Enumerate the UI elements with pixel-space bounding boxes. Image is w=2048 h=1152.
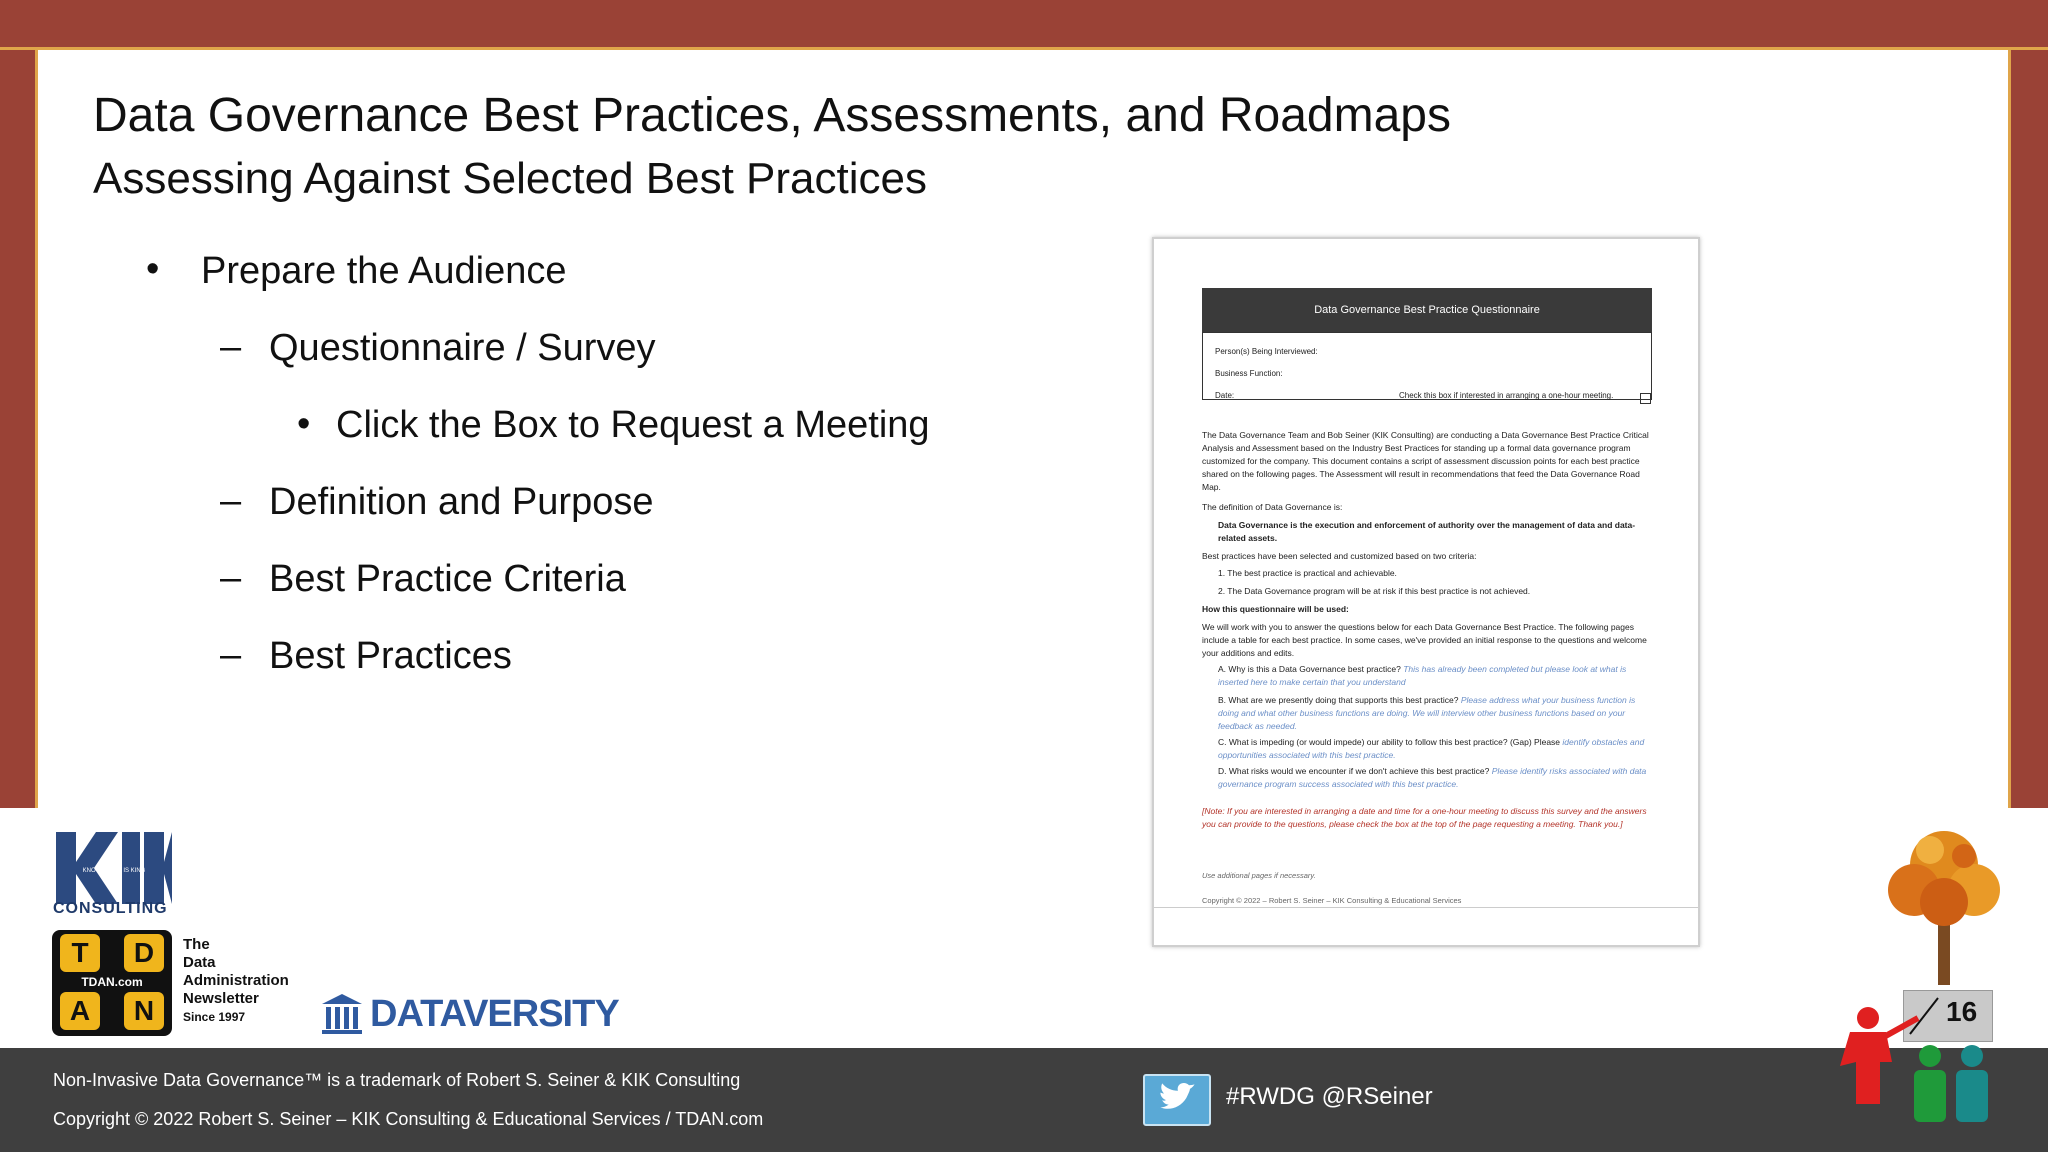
kik-tagline: KNOWLEDGE IS KING [82,868,146,874]
bullet-marker: • [297,403,311,445]
questionnaire-document-image [1152,237,1700,947]
hashtag-handle: #RWDG @RSeiner [1226,1083,1433,1110]
question-text: D. What risks would we encounter if we don't achieve this best practice? [1218,766,1490,776]
definition-text: Data Governance is the execution and enforcement of authority over the management of data and data-related assets. [1218,520,1636,543]
document-note: [Note: If you are interested in arranging a date and time for a one-hour meeting to discuss this survey and the answers you can provide to the questions, please check the box at the top of the page requesting a meeting. Thank you.] [1202,806,1647,829]
tdan-word: Data [183,954,216,971]
tdan-letter: N [124,992,164,1030]
question-hint: Please address what your business function is doing and what other business functions are doing. We will interview other business functions based on your feedback as needed. [1218,695,1636,731]
tdan-logo [52,930,172,1036]
meeting-checkbox [1640,393,1651,404]
checkbox-label: Check this box if interested in arranging a one-hour meeting. [1399,391,1614,400]
autumn-tree-icon [1870,820,2020,990]
question-c [1218,736,1650,762]
footer-trademark: Non-Invasive Data Governance™ is a trademark of Robert S. Seiner & KIK Consulting [53,1070,741,1090]
how-text: We will work with you to answer the questions below for each Data Governance Best Practice. The following pages include a table for each best practice. In some cases, we've provided an initial response to the questions and welcome your additions and edits. [1202,622,1647,658]
right-frame-border [2008,50,2048,808]
document-copyright: Copyright © 2022 – Robert S. Seiner – KIK Consulting & Educational Services [1202,896,1462,905]
question-hint: This has already been completed but please look at what is inserted here to make certain that you understand [1218,664,1627,687]
bullet-questionnaire-survey: Questionnaire / Survey [269,327,656,369]
kik-consulting-label: CONSULTING [53,900,168,917]
criteria-lead: Best practices have been selected and customized based on two criteria: [1202,551,1477,561]
tdan-letter: T [60,934,100,972]
tdan-letter: A [60,992,100,1030]
definition-lead: The definition of Data Governance is: [1202,502,1343,512]
how-heading: How this questionnaire will be used: [1202,604,1349,614]
question-text: C. What is impeding (or would impede) our ability to follow this best practice? (Gap) Please [1218,737,1561,747]
criteria-item: 1. The best practice is practical and achievable. [1218,568,1397,578]
tdan-word: Newsletter [183,990,259,1007]
dash-marker: – [220,557,242,599]
question-text: B. What are we presently doing that supports this best practice? [1218,695,1459,705]
dash-marker: – [220,480,242,522]
bullet-prepare-audience: Prepare the Audience [201,250,567,292]
field-business-function: Business Function: [1215,369,1283,378]
dash-marker: – [220,326,242,368]
tdan-word: The [183,936,210,953]
tdan-word: Administration [183,972,289,989]
left-frame-border [0,50,38,808]
question-text: A. Why is this a Data Governance best practice? [1218,664,1401,674]
document-header: Data Governance Best Practice Questionnaire [1202,288,1652,332]
field-persons-interviewed: Person(s) Being Interviewed: [1215,347,1318,356]
tdan-word: Since 1997 [183,1010,246,1024]
bullet-marker: • [146,248,160,290]
bullet-click-box: Click the Box to Request a Meeting [336,404,930,446]
slide-subtitle: Assessing Against Selected Best Practices [93,154,927,203]
slide-title: Data Governance Best Practices, Assessments, and Roadmaps [93,89,1451,142]
bullet-best-practice-criteria: Best Practice Criteria [269,558,626,600]
document-intro: The Data Governance Team and Bob Seiner (KIK Consulting) are conducting a Data Governance Best Practice Critical Analysis and Assessment based on the Industry Best Practices for standing up a formal data governance program customized for the company. This document contains a script of assessment discussion points for each best practice shared on the following pages. The Assessment will result in recommendations that feed the Data Governance Road Map. [1202,430,1649,492]
question-hint: Please identify risks associated with data governance program success associated with this best practice. [1218,766,1647,789]
dataversity-logo: DATAVERSITY [370,993,619,1035]
page-number: 16 [1946,996,1978,1027]
footer-bar [0,1048,2048,1152]
footer-copyright: Copyright © 2022 Robert S. Seiner – KIK Consulting & Educational Services / TDAN.com [53,1109,764,1129]
field-date: Date: [1215,391,1235,400]
bullet-best-practices: Best Practices [269,635,512,677]
tdan-letter: D [124,934,164,972]
document-footer-line [1154,907,1698,908]
twitter-icon [1143,1074,1211,1126]
top-frame-border [0,0,2048,50]
question-a [1218,663,1650,689]
question-hint: identify obstacles and opportunities associated with this best practice. [1218,737,1645,760]
additional-pages-note: Use additional pages if necessary. [1202,871,1316,880]
question-d [1218,765,1650,791]
criteria-item: 2. The Data Governance program will be at risk if this best practice is not achieved. [1218,586,1531,596]
bullet-definition-purpose: Definition and Purpose [269,481,654,523]
tdan-site: TDAN.com [81,975,143,989]
presenter-people-icon [1830,1004,2030,1124]
document-fields-box [1202,332,1652,400]
dash-marker: – [220,634,242,676]
tdan-tagline [183,936,289,1026]
question-b [1218,694,1650,733]
